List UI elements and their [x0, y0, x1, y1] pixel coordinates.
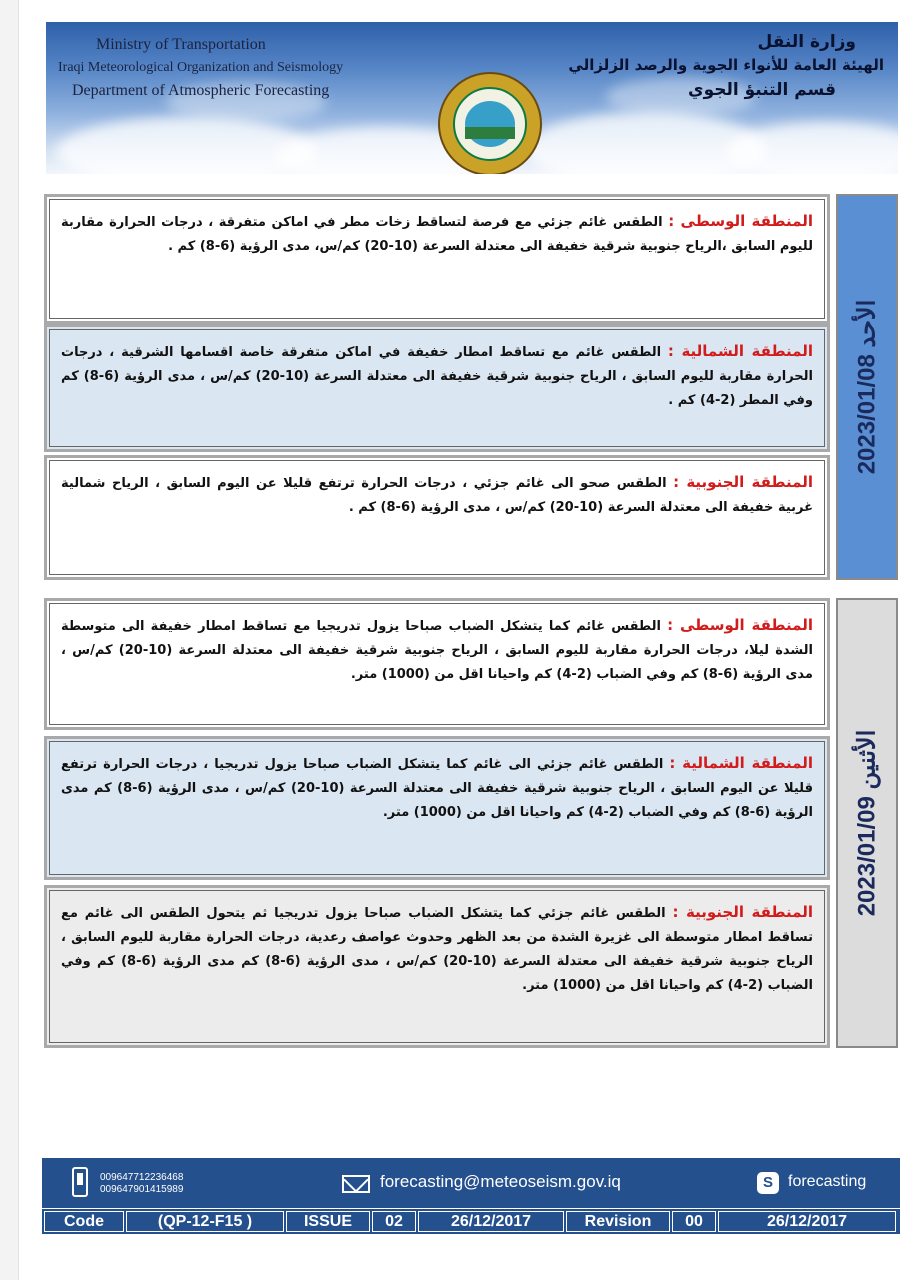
footer-contact-bar — [42, 1158, 900, 1208]
page-margin — [0, 0, 19, 1280]
ministry-name-ar: وزارة النقل — [757, 32, 856, 52]
ministry-name-en: Ministry of Transportation — [96, 36, 266, 53]
forecast-panel-central — [44, 598, 830, 730]
forecast-text: الطقس غائم جزئي الى غائم كما يتشكل الضباب صباحا يزول تدريجيا ، درجات الحرارة ترتفع قليلا عن اليوم السابق ، الرياح جنوبية شرقية خفيفة الى معتدلة السرعة (10-20) كم/س ، مدى الرؤية (6-8) كم مدى الرؤية (6-8) كم وفي الضباب (2-4) كم واحيانا اقل من (1000) متر. — [61, 757, 813, 820]
forecast-panel-north — [44, 736, 830, 880]
issue-date: 26/12/2017 — [418, 1211, 564, 1232]
forecast-text: الطقس صحو الى غائم جزئي ، درجات الحرارة ترتفع قليلا عن اليوم السابق ، الرياح شمالية غربية خفيفة الى معتدلة السرعة (10-20) كم/س ، مدى الرؤية (6-8) كم . — [61, 476, 813, 515]
phone-icon — [72, 1167, 88, 1197]
region-name: المنطقة الوسطى : — [667, 616, 813, 634]
region-name: المنطقة الوسطى : — [668, 212, 813, 230]
forecast-panel-north — [44, 324, 830, 452]
day-label: الأحد 2023/01/08 — [853, 299, 881, 475]
forecast-text: الطقس غائم كما يتشكل الضباب صباحا يزول تدريجيا مع تساقط امطار خفيفة الى متوسطة الشدة ليلا، درجات الحرارة مقاربة لليوم السابق ، الرياح جنوبية شرقية خفيفة الى معتدلة السرعة (10-20) كم/س ، مدى الرؤية (6-8) كم وفي الضباب (2-4) كم واحيانا اقل من (1000) متر. — [61, 619, 813, 682]
organization-name-en: Iraqi Meteorological Organization and Seismology — [58, 60, 344, 75]
department-name-en: Department of Atmospheric Forecasting — [72, 82, 330, 99]
revision-label: Revision — [566, 1211, 670, 1232]
forecast-panel-south — [44, 455, 830, 580]
phone-numbers — [100, 1172, 183, 1196]
organization-logo — [438, 72, 542, 174]
organization-name-ar: الهيئة العامة للأنواء الجوية والرصد الزلزالي — [568, 56, 884, 74]
forecast-text: الطقس غائم جزئي كما يتشكل الضباب صباحا يزول تدريجيا ثم يتحول الطقس الى غائم مع تساقط امطار متوسطة الى غزيرة الشدة من بعد الظهر وحدوث عواصف رعدية، درجات الحرارة مقاربة لليوم السابق ، الرياح جنوبية شرقية خفيفة الى معتدلة السرعة (10-20) كم/س ، مدى الرؤية (6-8) كم مدى الرؤية (6-8) كم وفي الضباب (2-4) كم واحيانا اقل من (1000) متر. — [61, 906, 813, 993]
forecast-text: الطقس غائم جزئي مع فرصة لتساقط زخات مطر في اماكن متفرقة ، درجات الحرارة مقاربة لليوم السابق ،الرياح جنوبية شرقية خفيفة الى معتدلة السرعة (10-20) كم/س، مدى الرؤية (6-8) كم . — [61, 215, 813, 254]
issue-label: ISSUE — [286, 1211, 370, 1232]
forecast-panel-central — [44, 194, 830, 324]
footer-document-codes — [42, 1209, 900, 1234]
code-value: (QP-12-F15 ) — [126, 1211, 284, 1232]
mail-icon — [342, 1175, 370, 1193]
forecast-panel-south — [44, 885, 830, 1048]
skype-handle[interactable]: forecasting — [788, 1173, 867, 1190]
region-name: المنطقة الجنوبية : — [673, 473, 813, 491]
phone-number: 009647712236468 — [100, 1172, 184, 1183]
day-label: الأثنين 2023/01/09 — [853, 729, 881, 917]
phone-number: 009647901415989 — [100, 1184, 184, 1195]
revision-date: 26/12/2017 — [718, 1211, 896, 1232]
region-name: المنطقة الشمالية : — [669, 754, 813, 772]
issue-number: 02 — [372, 1211, 416, 1232]
english-header-text — [58, 36, 358, 100]
region-name: المنطقة الجنوبية : — [672, 903, 813, 921]
department-name-ar: قسم التنبؤ الجوي — [688, 80, 836, 100]
skype-icon: S — [757, 1172, 779, 1194]
forecast-text: الطقس غائم مع تساقط امطار خفيفة في اماكن متفرقة خاصة اقسامها الشرقية ، درجات الحرارة مقاربة لليوم السابق ، الرياح جنوبية شرقية خفيفة الى معتدلة السرعة (10-20) كم/س ، مدى الرؤية (6-8) كم وفي المطر (2-4) كم . — [61, 345, 813, 408]
region-name: المنطقة الشمالية : — [667, 342, 814, 360]
header-banner — [46, 22, 898, 174]
revision-number: 00 — [672, 1211, 716, 1232]
code-label: Code — [44, 1211, 124, 1232]
arabic-header-text — [568, 32, 884, 100]
day-tab-monday — [836, 598, 898, 1048]
day-tab-sunday — [836, 194, 898, 580]
email-address[interactable]: forecasting@meteoseism.gov.iq — [380, 1172, 621, 1191]
